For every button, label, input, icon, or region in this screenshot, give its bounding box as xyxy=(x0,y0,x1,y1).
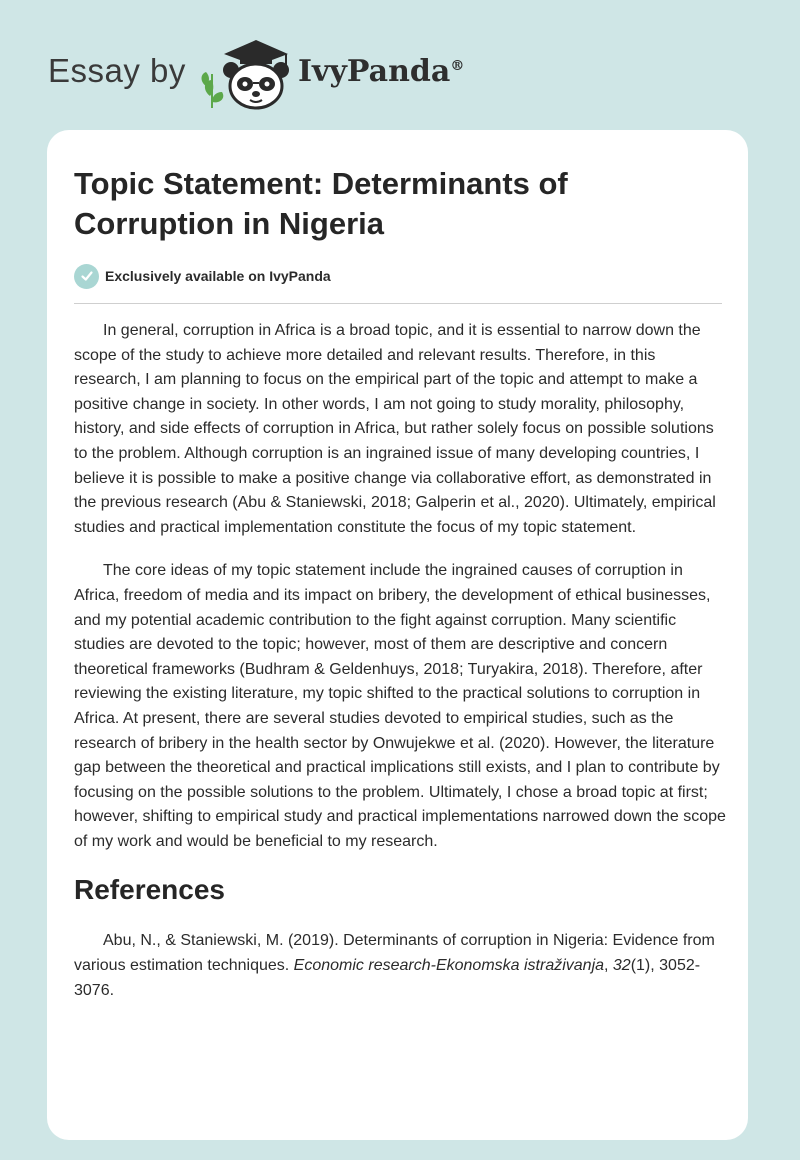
reference-item xyxy=(74,929,726,1003)
divider xyxy=(74,303,722,304)
panda-graduate-icon xyxy=(200,34,300,110)
article-body xyxy=(74,319,726,1003)
body-paragraph: The core ideas of my topic statement include the ingrained causes of corruption in Africa, freedom of media and its impact on bribery, the development of ethical businesses, and my potential academic contribution to the fight against corruption. Many scientific studies are devoted to the topic; however, most of them are descriptive and concern theoretical frameworks (Budhram & Geldenhuys, 2018; Turyakira, 2018). Therefore, after reviewing the existing literature, my topic shifted to the practical solutions to corruption in Africa. At present, there are several studies devoted to empirical studies, such as the research of bribery in the health sector by Onwujekwe et al. (2020). However, the literature gap between the theoretical and practical implications still exists, and I plan to contribute by focusing on the possible solutions to the problem. Ultimately, I chose a broad topic at first; however, shifting to empirical study and practical implementations narrowed down the scope of my work and would be beneficial to my research. xyxy=(74,562,726,850)
registered-mark: ® xyxy=(450,58,465,74)
ivy-leaf-icon xyxy=(202,72,224,108)
reference-volume: 32 xyxy=(612,957,631,975)
logo[interactable] xyxy=(200,34,300,110)
reference-journal: Economic research-Ekonomska istraživanja xyxy=(293,957,605,975)
reference-text: Abu, N., & Staniewski, M. (2019). Determinants of corruption in Nigeria: Evidence from various estimation techniques. xyxy=(74,932,715,975)
article-card xyxy=(47,130,748,1140)
body-paragraph: In general, corruption in Africa is a broad topic, and it is essential to narrow down the scope of the study to achieve more detailed and relevant results. Therefore, in this research, I am planning to focus on the empirical part of the topic and attempt to make a positive change in society. In other words, I am not going to study morality, philosophy, history, and side effects of corruption in Africa, but rather solely focus on possible solutions to the problem. Although corruption is an ingrained issue of many developing countries, I believe it is possible to make a positive change via collaborative effort, as demonstrated in the previous research (Abu & Staniewski, 2018; Galperin et al., 2020). Ultimately, empirical studies and practical implementation constitute the focus of my topic statement. xyxy=(74,322,716,536)
essay-by-label: Essay by xyxy=(48,52,186,89)
references-heading: References xyxy=(74,874,225,906)
checkmark-icon xyxy=(74,264,99,289)
brand-name[interactable] xyxy=(298,54,464,89)
exclusive-badge-label: Exclusively available on IvyPanda xyxy=(105,268,331,284)
reference-pages: (1), 3052-3076. xyxy=(74,957,701,999)
site-header xyxy=(48,30,508,110)
page-title: Topic Statement: Determinants of Corruption in Nigeria xyxy=(74,166,568,241)
brand-text: IvyPanda xyxy=(298,54,451,89)
reference-separator: , xyxy=(604,957,613,975)
exclusive-badge xyxy=(74,263,331,289)
